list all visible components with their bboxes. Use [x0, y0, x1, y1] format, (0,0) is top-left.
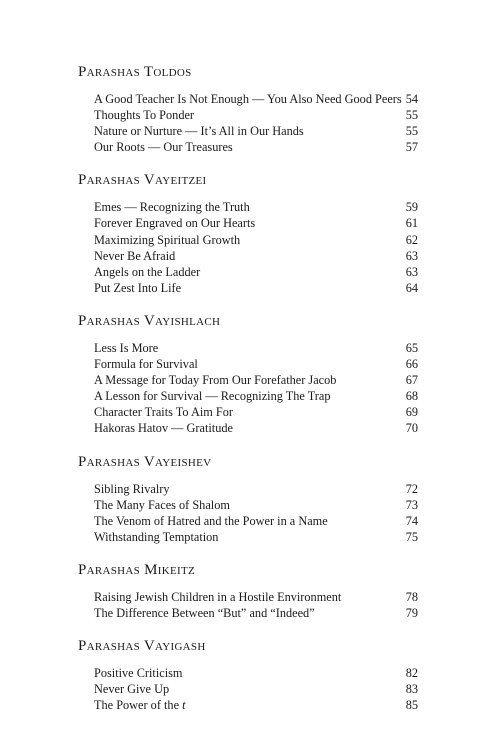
entry-page: 70 [405, 421, 418, 436]
entry-title: Positive Criticism [94, 666, 183, 681]
toc-section [78, 170, 418, 296]
toc-entry[interactable] [94, 107, 418, 123]
entry-page: 57 [405, 140, 418, 155]
toc-entry[interactable] [94, 697, 418, 713]
section-entries [94, 199, 418, 296]
section-entries [94, 665, 418, 713]
entry-page: 55 [405, 108, 418, 123]
entry-title: A Good Teacher Is Not Enough — You Also Need Good Peers [94, 92, 402, 106]
entry-title: A Lesson for Survival — Recognizing The Trap [94, 389, 331, 404]
toc-entry[interactable] [94, 529, 418, 545]
entry-title: Nature or Nurture — It’s All in Our Hands [94, 124, 304, 139]
entry-page: 79 [405, 605, 418, 620]
toc-entry[interactable] [94, 589, 418, 605]
entry-page: 69 [405, 405, 418, 420]
entry-page: 83 [405, 682, 418, 697]
toc-entry[interactable] [94, 123, 418, 139]
entry-title: The Many Faces of Shalom [94, 497, 230, 512]
entry-title: The Venom of Hatred and the Power in a Name [94, 513, 328, 528]
entry-title: Emes — Recognizing the Truth [94, 200, 250, 215]
entry-title: Less Is More [94, 340, 159, 355]
entry-page: 75 [405, 529, 418, 544]
toc-entry[interactable] [94, 139, 418, 155]
entry-title: Maximizing Spiritual Growth [94, 232, 241, 247]
entry-title: A Message for Today From Our Forefather Jacob [94, 373, 337, 388]
toc-entry[interactable] [94, 681, 418, 697]
toc-entry[interactable] [94, 232, 418, 248]
toc-entry[interactable] [94, 388, 418, 404]
toc-entry[interactable] [94, 481, 418, 497]
section-title: Parashas Mikeitz [78, 561, 196, 578]
entry-page: 82 [405, 666, 418, 681]
toc-entry[interactable] [94, 372, 418, 388]
entry-title: Withstanding Temptation [94, 529, 219, 544]
section-entries [94, 589, 418, 621]
toc-entry[interactable] [94, 356, 418, 372]
section-title: Parashas Vayeitzei [78, 172, 207, 189]
entry-page: 59 [405, 200, 418, 215]
entry-page: 73 [405, 497, 418, 512]
toc-section [78, 560, 418, 621]
entry-page: 72 [405, 481, 418, 496]
toc-entry[interactable] [94, 264, 418, 280]
entry-title: Never Give Up [94, 682, 170, 697]
section-title: Parashas Toldos [78, 64, 192, 80]
toc-entry[interactable] [94, 199, 418, 215]
entry-title: Put Zest Into Life [94, 280, 182, 295]
toc-entry[interactable] [94, 340, 418, 356]
toc-entry[interactable] [94, 404, 418, 420]
section-title: Parashas Vayeishev [78, 453, 212, 470]
entry-page: 64 [405, 280, 418, 295]
toc-entry[interactable] [94, 605, 418, 621]
entry-title: Formula for Survival [94, 357, 198, 372]
entry-title: Forever Engraved on Our Hearts [94, 216, 256, 231]
toc-entry[interactable] [94, 513, 418, 529]
entry-page: 78 [405, 589, 418, 604]
section-title: Parashas Vayishlach [78, 312, 221, 329]
entry-title-italic: t [182, 698, 186, 713]
entry-page: 54 [405, 92, 418, 106]
entry-title: Raising Jewish Children in a Hostile Environment [94, 589, 342, 604]
section-entries [94, 91, 418, 155]
entry-page: 74 [405, 513, 418, 528]
table-of-contents [78, 62, 418, 728]
entry-page: 85 [405, 698, 418, 713]
section-entries [94, 481, 418, 545]
entry-title: Sibling Rivalry [94, 481, 170, 496]
toc-section [78, 62, 418, 155]
section-title: Parashas Vayigash [78, 638, 206, 655]
entry-page: 67 [405, 373, 418, 388]
entry-title: Character Traits To Aim For [94, 405, 233, 420]
entry-title: Our Roots — Our Treasures [94, 140, 233, 155]
toc-entry[interactable] [94, 215, 418, 231]
entry-title: Angels on the Ladder [94, 264, 201, 279]
entry-title: The Difference Between “But” and “Indeed” [94, 605, 315, 620]
entry-page: 62 [405, 232, 418, 247]
entry-page: 63 [405, 248, 418, 263]
entry-title: Never Be Afraid [94, 248, 176, 263]
toc-entry[interactable] [94, 280, 418, 296]
toc-entry[interactable] [94, 497, 418, 513]
entry-page: 68 [405, 389, 418, 404]
entry-title-text: The Power of the [94, 698, 183, 713]
toc-entry[interactable] [94, 248, 418, 264]
entry-title: Thoughts To Ponder [94, 108, 195, 123]
toc-section [78, 311, 418, 437]
entry-page: 61 [405, 216, 418, 231]
toc-section [78, 636, 418, 713]
toc-entry[interactable] [94, 665, 418, 681]
entry-title: Hakoras Hatov — Gratitude [94, 421, 233, 436]
toc-entry[interactable] [94, 420, 418, 436]
toc-section [78, 452, 418, 545]
entry-page: 65 [405, 340, 418, 355]
entry-page: 63 [405, 264, 418, 279]
toc-entry[interactable] [94, 91, 418, 107]
entry-page: 66 [405, 357, 418, 372]
entry-page: 55 [405, 124, 418, 139]
entry-title [94, 697, 186, 713]
section-entries [94, 340, 418, 437]
